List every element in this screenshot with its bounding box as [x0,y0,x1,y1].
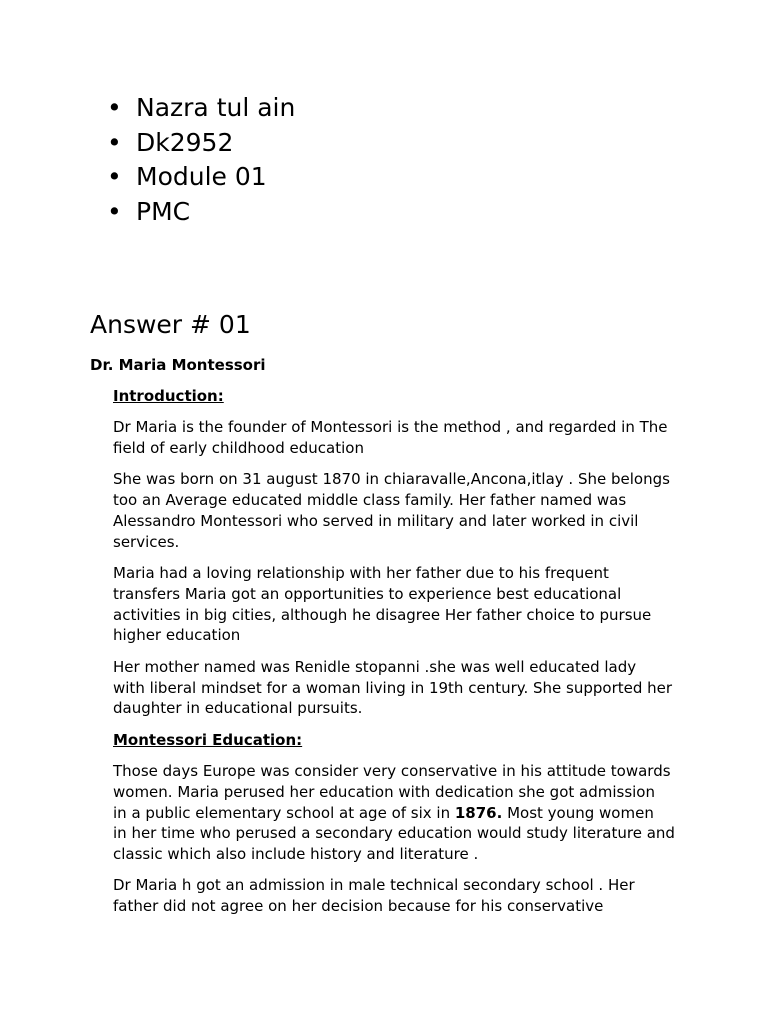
document-body [113,386,683,928]
montessori-education-paragraph-2: Dr Maria h got an admission in male technical secondary school . Her father did not agree on her decision because for his conservative [113,876,635,916]
year-highlight: 1876. [454,803,503,822]
montessori-education-paragraph-1: Those days Europe was consider very conservative in his attitude towards women. Maria perused her education with dedication she got admission in a public elementary school at age of six in 1876. Most young women in her time who perused a secondary education would study literature and classic which also include history and literature . [113,761,675,864]
introduction-heading: Introduction: [113,387,224,405]
introduction-paragraph-2: She was born on 31 august 1870 in chiaravalle,Ancona,itlay . She belongs too an Average educated middle class family. Her father named was Alessandro Montessori who served in military and later worked in civil services. [113,470,670,551]
bullet-icon: • [107,127,122,157]
introduction-paragraph-4: Her mother named was Renidle stopanni .she was well educated lady with liberal mindset for a woman living in 19th century. She supported her daughter in educational pursuits. [113,657,673,718]
subject-title: Dr. Maria Montessori [90,356,266,374]
header-bullet-list [107,91,295,229]
bullet-item-name: • Nazra tul ain [107,91,295,126]
bullet-icon: • [107,93,122,122]
introduction-paragraph-3: Maria had a loving relationship with her father due to his frequent transfers Maria got an opportunities to experience best educational activities in big cities, although he disagree Her father choice to pursue higher education [113,564,652,645]
bullet-icon: • [107,162,122,191]
bullet-item-id: • Dk2952 [107,126,295,161]
introduction-paragraph-1: Dr Maria is the founder of Montessori is the method , and regarded in The field of early childhood education [113,418,668,458]
montessori-education-heading: Montessori Education: [113,730,303,749]
bullet-item-module: • Module 01 [107,160,295,195]
bullet-item-course: • PMC [107,195,295,230]
bullet-icon: • [107,196,122,226]
answer-heading: Answer # 01 [90,310,251,339]
